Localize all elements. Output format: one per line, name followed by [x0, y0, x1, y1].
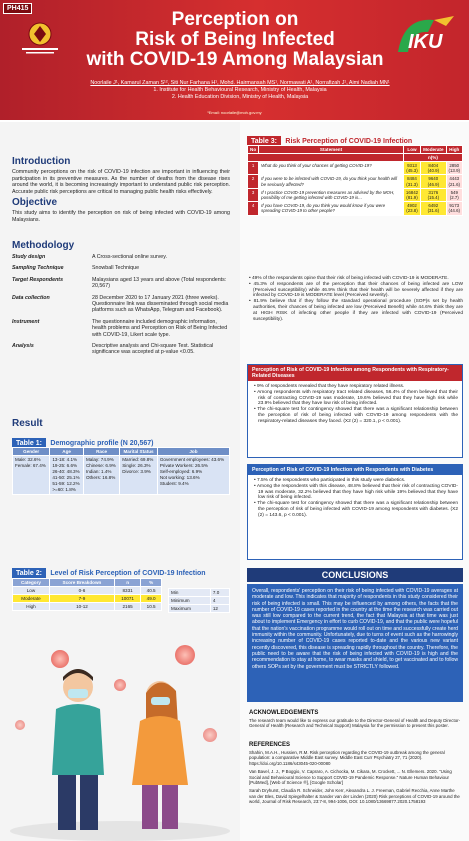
t3-moderate: 3176 (15.4): [421, 188, 446, 201]
svg-text:IKU: IKU: [408, 31, 443, 53]
diabetes-box: [247, 464, 463, 560]
t3-header: Statement: [259, 146, 404, 154]
stat-cell: Minimum: [169, 597, 211, 605]
method-row: [12, 277, 230, 290]
method-row: [12, 265, 230, 271]
t3-statement: If you were to be infected with COVID-19, do you think your health will be seriously affected?: [259, 175, 404, 188]
t2-cell: 0-6: [49, 587, 114, 595]
moh-crest-logo: [14, 20, 66, 60]
method-key: Data collection: [12, 294, 50, 301]
respiratory-bullet: • The chi-square test for contingency showed that there was a significant relationship between the perception of risk of being infected with COVID-19 among respondents with the respiratory-related diseases they faced. (X2 (2) = 320.1, p < 0.001).: [254, 407, 458, 424]
method-key: Analysis: [12, 343, 34, 350]
t3-row: [248, 175, 463, 188]
table3-title: Risk Perception of COVID-19 Infection: [285, 138, 413, 145]
t2-cell: 10071: [114, 595, 140, 603]
method-row: [12, 295, 230, 314]
finding-bullet: • 81.9% believe that if they follow the standard operational procedure (SOP)s set by health authorities, their chances of being infected are low (Perceived Benefit) while 44.6% think they are at HIGH RISK of infecting other people if they are infected with COVID-19 (Perceived susceptibility).: [249, 299, 463, 322]
ack-text: The research team would like to express our gratitude to the Director-General of Health and Deputy Director-General of Health (Research and Technical Support) Malaysia for the permission to present this poster.: [249, 718, 461, 729]
finding-bullet: • 49% of the respondents opine that their risk of being infected with COVID-19 is MODERATE.: [249, 276, 449, 281]
t3-no: 2: [248, 175, 259, 188]
t1-header: Job: [157, 448, 229, 456]
result-heading: Result: [12, 418, 43, 429]
t3-high: 9173 (44.6): [446, 202, 462, 215]
t2-row: [13, 587, 162, 595]
t3-header: No: [248, 146, 259, 154]
intro-heading: Introduction: [12, 156, 71, 167]
t3-high: 2850 (13.9): [446, 162, 462, 175]
stat-cell: Min: [169, 589, 211, 597]
t3-row: [248, 202, 463, 215]
t2-header: %: [141, 579, 162, 587]
t2-header: Category: [13, 579, 50, 587]
t2-cell: 7-9: [49, 595, 114, 603]
t3-no: 3: [248, 188, 259, 201]
conclusions-heading: CONCLUSIONS: [247, 568, 463, 582]
diabetes-box-title: Perception of Risk of COVID-19 Infection with Respondents with Diabetes: [248, 465, 462, 475]
finding-bullet: • 45.3% of respondents are of the perception that their chances of being infected are LOW (Perceived susceptibility) while 46.9% think that their health will be severely affected if they are infected by COVID-19 is MODERATE level (Perceived severity).: [249, 281, 463, 299]
t2-cell: 2165: [114, 603, 140, 611]
table3-findings: [247, 276, 463, 322]
method-value: Snowball Technique: [92, 265, 140, 272]
method-row: [12, 343, 230, 356]
table3-label: Table 3:: [247, 136, 281, 147]
t3-statement: If I practice COVID-19 prevention measures as advised by the MOH, possibility of me getting infected with COVID-19 is...: [259, 188, 404, 201]
t3-high: 549 (2.7): [446, 188, 462, 201]
stat-cell: Maximum: [169, 605, 211, 613]
respiratory-box-title: Perception of Risk of COVID-19 Infection among Respondents with Respiratory-Related Diseases: [248, 365, 462, 381]
t3-subheader: n(%): [403, 154, 462, 162]
t3-row: [248, 188, 463, 201]
stat-cell: 4: [210, 597, 229, 605]
intro-text: Community perceptions on the risk of COVID-19 infection are important in influencing their participation in its preventive measures. As the number of deaths from the disease rises around the world, it is becoming increasingly important to understand public risk perception. Accurate public risk perceptions are critical to managing public health risks effectively.: [12, 169, 230, 195]
method-value: A Cross-sectional online survey.: [92, 254, 167, 260]
references-heading: REFERENCES: [249, 742, 291, 748]
stat-cell: 12: [210, 605, 229, 613]
poster-title: Perception on Risk of Being Infected with COVID-19 Among Malaysian: [86, 9, 384, 70]
methodology-list: [12, 254, 230, 361]
t1-header: Race: [83, 448, 119, 456]
risk-perception-table: [247, 145, 463, 216]
t1-header: Gender: [13, 448, 50, 456]
t1-cell: Male: 32.6% Female: 67.4%: [13, 456, 50, 495]
t3-no: 1: [248, 162, 259, 175]
t1-cell: 13-18: 4.1% 19-25: 6.6% 26-40: 48.3% 41-50: 25.1% 51-59: 12.2% >=60: 1.8%: [50, 456, 84, 495]
respiratory-bullet: • Among respondents with respiratory tract related diseases, 56.4% of them believed that their risk of contracting COVID-19 was moderate, 19.6% believed that they have high risk while 23.9% believed that they have low risk of being infected.: [254, 389, 458, 407]
t3-moderate: 6492 (31.6): [421, 202, 446, 215]
method-row: [12, 319, 230, 338]
respiratory-box: [247, 364, 463, 458]
t2-cell: 40.5: [141, 587, 162, 595]
t3-no: 4: [248, 202, 259, 215]
t3-header: Moderate: [421, 146, 446, 154]
t2-cell: 49.0: [141, 595, 162, 603]
reference-item: Sarah Dryhurst, Claudia R. Schneider, John Kerr, Alexandra L. J. Freeman, Gabriel Recchia, Anne Marthe van der Bles, David Spiegelhalter & Sander van der Linden (2020) Risk perceptions of COVID-19 around the world, Journal of Risk Research, 23:7-8, 994-1006, DOI: 10.1080/13669877.2020.1758193: [249, 788, 460, 805]
risk-level-table: [12, 578, 162, 611]
author-block: [40, 80, 440, 101]
t2-header: n: [114, 579, 140, 587]
t2-cell: 10.5: [141, 603, 162, 611]
method-value: Malaysians aged 13 years and above (Total respondents: 20,567): [92, 276, 227, 290]
references-list: [249, 750, 463, 808]
table1-label: Table 1:: [12, 438, 46, 449]
t2-cell: Moderate: [13, 595, 50, 603]
risk-stats-table: [168, 588, 230, 613]
stat-row: [169, 605, 230, 613]
objective-text: This study aims to identify the perception on risk of being infected with COVID-19 among Malaysians.: [12, 210, 230, 223]
t2-cell: 10-12: [49, 603, 114, 611]
t1-header: Marital Status: [120, 448, 158, 456]
t3-moderate: 9640 (46.9): [421, 175, 446, 188]
method-value: The questionnaire included demographic information, health problems and Perception on Risk of Being Infected with COVID-19, Likert scale type.: [92, 318, 228, 338]
diabetes-bullet: • 7.5% of the respondents who participated in this study were diabetics.: [254, 478, 406, 483]
t3-header: Low: [403, 146, 420, 154]
t3-low: 8484 (31.3): [403, 175, 420, 188]
reference-item: Shahin, M.A.H., Hussien, R.M. Risk perception regarding the COVID-19 outbreak among the general population: a comparative Middle East survey. Middle East Curr Psychiatry 27, 71 (2020). https://doi.org/10.1186/s43045-020-00080: [249, 750, 445, 766]
table1-title: Demographic profile (N 20,567): [50, 440, 154, 447]
table2-label: Table 2:: [12, 568, 46, 579]
method-value: 28 December 2020 to 17 January 2021 (three weeks). Questionnaire link was disseminated through social media platforms such as WhatsApp, Telegram and Facebook).: [92, 294, 229, 314]
t2-cell: Low: [13, 587, 50, 595]
affiliation-1: 1. Institute for Health Behavioural Research, Ministry of Health, Malaysia: [153, 87, 327, 93]
conclusions-text: Overall, respondents' perception on their risk of being infected with COVID-19 averages at moderate and low. This indicates that majority of respondents in this study considered their risk of being infected is small. This may be influenced by among others, the facts that the number of COVID-19 cases reported in the country at the time the research was carried out was still low compared to the current trend, the fact that Malaysia at that time was just about to implement Emergency in effort to curb COVID-19, and that the public were hopeful that the nation's vaccination programme would roll out on time and successfully create herd immunity within the community. Unfortunately, due to turns of event such as the harrowingly increasing number of COVID-19 cases reported to-date and the various new variant recently discovered, this disease is spreading rapidly throughout the country. Therefore, the public need to be aware that the risk of being infected with COVID-19 is high and the recommendation to stay at home, to wear masks and shield, to get vaccinated and to follow others SOPs set by the government must be STRICTLY followed.: [247, 584, 463, 702]
stat-cell: 7.0: [210, 589, 229, 597]
t3-row: [248, 162, 463, 175]
method-key: Instrument: [12, 318, 40, 325]
t3-moderate: 8404 (40.9): [421, 162, 446, 175]
t1-cell: Government employees: 43.6% Private Workers: 26.5% Self-employed: 6.9% Not working: 13.6% Student: 9.4%: [157, 456, 229, 495]
masked-people-illustration: [0, 625, 240, 841]
t3-statement: What do you think of your chances of getting COVID-19?: [259, 162, 404, 175]
t3-low: 16842 (81.9): [403, 188, 420, 201]
stat-row: [169, 597, 230, 605]
t1-cell: Malay: 74.9% Chinese: 6.9% Indian: 1.4% Others: 16.8%: [83, 456, 119, 495]
t3-statement: If you have COVID-19, do you think you would know if you were spreading COVID-19 to other people?: [259, 202, 404, 215]
t1-cell: Married: 69.8% Single: 26.3% Divorce: 3.9%: [120, 456, 158, 495]
t2-header: Score Breakdown: [49, 579, 114, 587]
ack-heading: ACKNOWLEDGEMENTS: [249, 710, 319, 716]
demographic-table: [12, 447, 230, 495]
method-value: Descriptive analysis and Chi-square Test. Statistical significance was accepted at p-value <0.05.: [92, 343, 214, 356]
objective-heading: Objective: [12, 197, 58, 208]
respiratory-bullet: • 9% of respondents revealed that they have respiratory related illness.: [254, 384, 405, 389]
t3-high: 4443 (21.6): [446, 175, 462, 188]
t3-low: 4902 (23.8): [403, 202, 420, 215]
method-key: Sampling Technique: [12, 265, 64, 272]
diabetes-bullet: • Among the respondents with this disease, 48.8% believed that their risk of contracting COVID-19 was moderate, 32.2% believed that they have high risk while 19% believed that they have low risk of being infected.: [254, 483, 458, 501]
t2-cell: High: [13, 603, 50, 611]
t1-header: Age: [50, 448, 84, 456]
author-list: Noorlaile J¹, Kamarul Zaman S¹², Siti Nur Farhana H¹, Mohd. Hairmansah MS¹, Normawati A¹, Norrafizah J¹, Aimi Nadiah MN¹: [90, 80, 390, 86]
poster-id-badge: PH415: [3, 3, 32, 14]
t3-low: 9313 (45.3): [403, 162, 420, 175]
t2-cell: 8331: [114, 587, 140, 595]
contact-email: ¹Email: noorlaile@moh.gov.my: [207, 110, 262, 115]
diabetes-bullet: • The chi-square test for contingency showed that there was a significant relationship between the perception of risk of being infected with COVID-19 among respondents with diabetes. (X2 (2) = 143.6, p < 0.001).: [254, 501, 458, 518]
t2-row: [13, 595, 162, 603]
table2-title: Level of Risk Perception of COVID-19 Infection: [50, 570, 206, 577]
method-key: Study design: [12, 254, 46, 260]
reference-item: Van Bavel, J. J., P Boggio, V. Capraro, A. Cichocka, M. Cikara, M. Crockett, ... N. Ellemers. 2020. "Using Social and Behavioural Science to Support COVID-19 Pandemic Response." Nature Human Behaviour [PubMed], [Web of Science ®], [Google Scholar]: [249, 769, 452, 786]
affiliation-2: 2. Health Education Division, Ministry of Health, Malaysia: [171, 94, 309, 100]
method-row: [12, 254, 230, 260]
iku-logo: [394, 12, 458, 62]
stat-row: [169, 589, 230, 597]
method-key: Target Respondents: [12, 276, 64, 283]
t3-header: High: [446, 146, 462, 154]
methodology-heading: Methodology: [12, 240, 75, 251]
t2-row: [13, 603, 162, 611]
